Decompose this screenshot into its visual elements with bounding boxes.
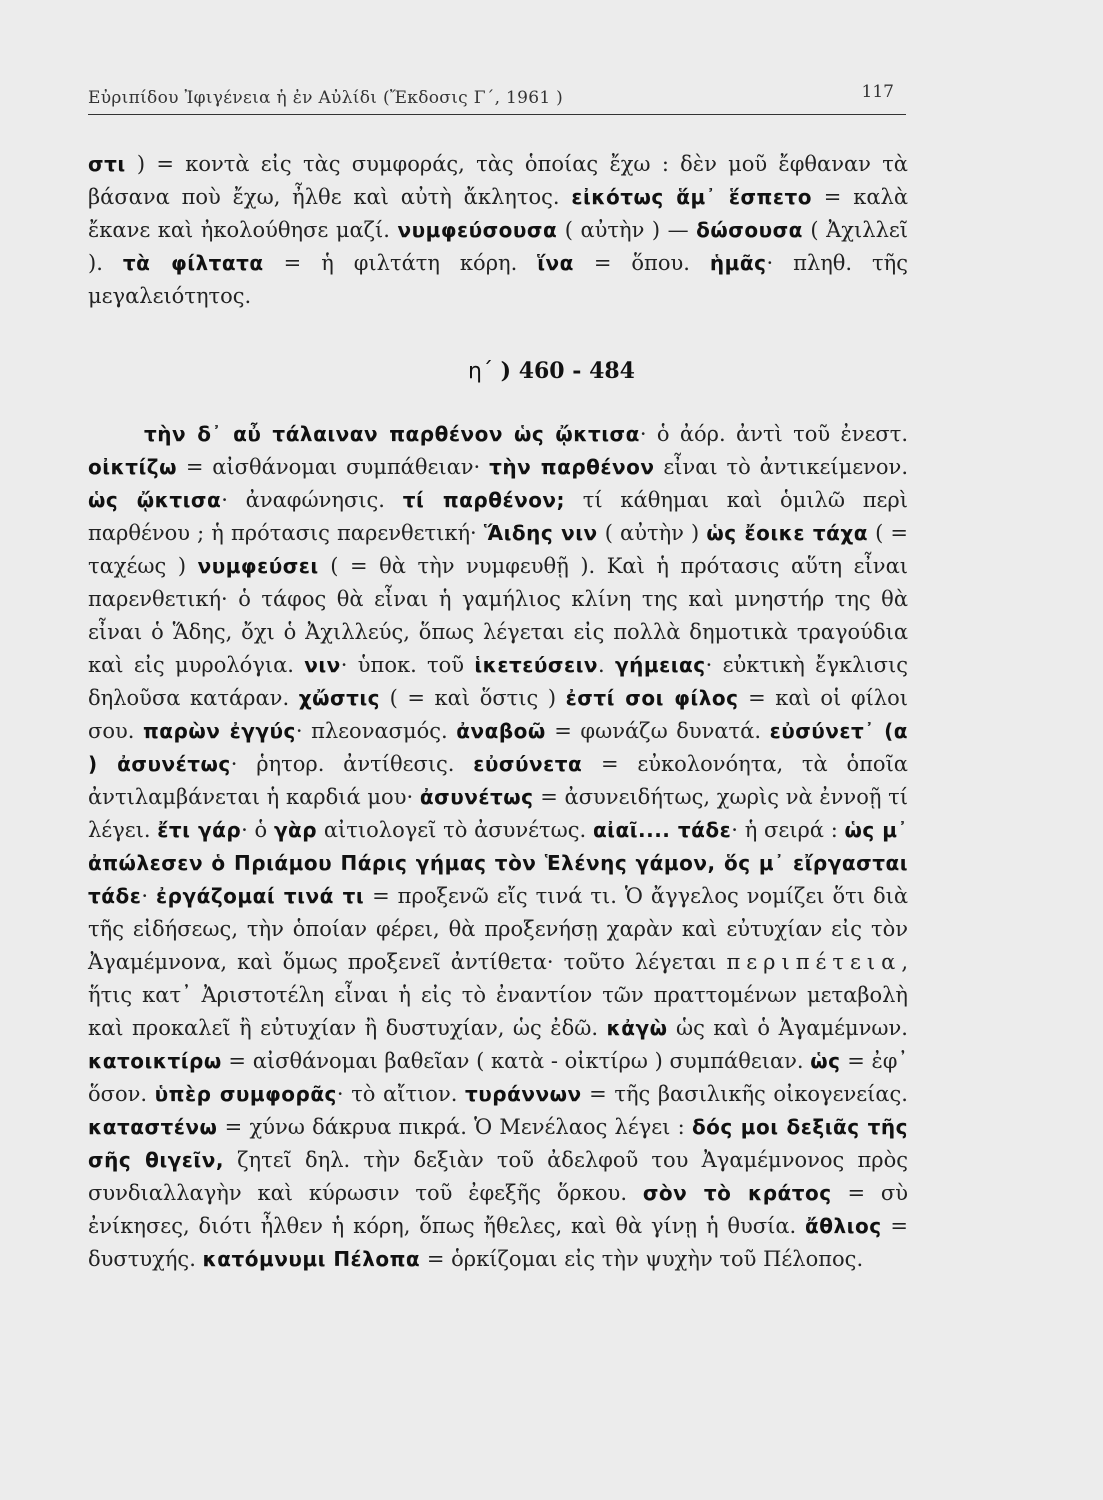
paragraph-1 [88,148,908,313]
gloss: = ἐφ᾽ ὅσον. [88,1049,908,1106]
gloss: εἶναι τὸ ἀντικείμενον. [654,455,908,479]
lemma: εἰκότως ἅμ᾽ ἕσπετο [571,185,813,209]
gloss: = αἰσθάνομαι συμπάθειαν· [177,455,490,479]
lemma: νυμφεύσει [197,554,319,578]
lemma: ἀναβοῶ [456,719,546,743]
gloss: = εὐκολονόητα, τὰ ὁποῖα ἀντιλαμβάνεται ἡ καρδιά μου· [88,752,908,809]
gloss: ( = ταχέως ) [88,521,909,578]
section-range: ) 460 - 484 [500,358,635,384]
lemma: κατόμνυμι Πέλοπα [202,1247,421,1271]
lemma: ἱκετεύσειν [474,653,599,677]
lemma: ἔτι γάρ [157,818,242,842]
gloss: = τῆς βασιλικῆς οἰκογενείας. [581,1082,908,1106]
gloss: · πλεονασμός. [295,719,457,743]
paragraph-2 [88,418,908,1276]
gloss: = προξενῶ εἴς τινά τι. Ὁ ἄγγελος νομίζει ὅτι διὰ τῆς εἰδήσεως, τὴν ὁποίαν φέρει, θὰ προξενήσῃ χαρὰν καὶ εὐτυχίαν εἰς τὸν Ἀγαμέμνονα, καὶ ὅμως προξενεῖ ἀντίθετα· τοῦτο λέγεται [88,884,909,974]
lemma: καταστένω [88,1115,218,1139]
gloss: . [598,653,615,677]
lemma: ὑπὲρ συμφορᾶς [154,1082,337,1106]
lemma: ὡς [810,1049,841,1073]
gloss: · [141,884,157,908]
lemma: ἀσυνέτως [419,785,534,809]
gloss: · ἀναφώνησις. [221,488,403,512]
gloss: · πληθ. τῆς μεγαλειότητος. [88,251,909,308]
lemma: νιν [304,653,341,677]
lemma: χὤστις [298,686,380,710]
gloss: · ὁ [241,818,274,842]
lemma: εὐσύνετα [473,752,583,776]
gloss: = ἡ φιλτάτη κόρη. [263,251,538,275]
lemma: τυράννων [465,1082,582,1106]
gloss: · ῥητορ. ἀντίθεσις. [230,752,474,776]
gloss: = δυστυχής. [88,1214,908,1271]
gloss: · ἡ σειρά : [731,818,845,842]
lemma: ἡμᾶς [709,251,767,275]
gloss: ( = θὰ τὴν νυμφευθῇ ). Καὶ ἡ πρότασις αὕτη εἶναι παρενθετική· ὁ τάφος θὰ εἶναι ἡ γαμήλιος κλίνη της καὶ μνηστήρ της θὰ εἶναι ὁ Ἅδης, ὄχι ὁ Ἀχιλλεύς, ὅπως λέγεται εἰς πολλὰ δημοτικὰ τραγούδια καὶ εἰς μυρολόγια. [88,554,908,677]
spaced-term: περιπέτεια [726,950,902,974]
lemma: ὡς μ᾽ ἀπώλεσεν ὁ Πριάμου Πάρις γήμας τὸν Ἑλένης γάμον, ὅς μ᾽ εἴργασται τάδε [88,818,908,908]
gloss: αἰτιολογεῖ τὸ ἀσυνέτως. [317,818,593,842]
gloss: τί κάθημαι καὶ ὁμιλῶ περὶ παρθένου ; ἡ πρότασις παρενθετική· [88,488,908,545]
gloss: · ὑποκ. τοῦ [340,653,475,677]
gloss: = καὶ οἱ φίλοι σου. [88,686,908,743]
gloss: · ὁ ἀόρ. ἀντὶ τοῦ ἐνεστ. [639,422,908,446]
lemma: παρὼν ἐγγύς [142,719,296,743]
running-title: Εὐριπίδου Ἰφιγένεια ἡ ἐν Αὐλίδι (Ἔκδοσις Γ΄, 1961 ) [88,88,564,108]
gloss: ζητεῖ δηλ. τὴν δεξιὰν τοῦ ἀδελφοῦ του Ἀγαμέμνονος πρὸς συνδιαλλαγὴν καὶ κύρωσιν τοῦ ἐφεξῆς ὅρκου. [88,1148,908,1205]
lemma: κατοικτίρω [88,1049,222,1073]
lemma: ὡς ἔοικε τάχα [706,521,869,545]
lemma: ἵνα [537,251,574,275]
gloss: = αἰσθάνομαι βαθεῖαν ( κατὰ - οἰκτίρω ) συμπάθειαν. [221,1049,811,1073]
lemma: σὸν τὸ κράτος [642,1181,832,1205]
gloss: = καλὰ ἔκανε καὶ ἠκολούθησε μαζί. [88,185,908,242]
gloss: · τὸ αἴτιον. [336,1082,465,1106]
lemma: δώσουσα [696,218,803,242]
gloss: = ὅπου. [573,251,710,275]
lemma: γὰρ [273,818,318,842]
lemma: στι [88,152,126,176]
lemma: ἄθλιος [805,1214,882,1238]
lemma: τὴν παρθένον [489,455,655,479]
gloss: · εὐκτικὴ ἔγκλισις δηλοῦσα κατάραν. [88,653,908,710]
lemma: γήμειας [615,653,706,677]
section-letter: η΄ [468,359,493,384]
gloss: , ἥτις κατ᾽ Ἀριστοτέλη εἶναι ἡ εἰς τὸ ἐναντίον τῶν πραττομένων μεταβολὴ καὶ προκαλεῖ ἢ εὐτυχίαν ἢ δυστυχίαν, ὡς ἐδῶ. [88,950,908,1040]
lemma: Ἅιδης νιν [483,521,598,545]
gloss: ( αὐτὴν ) [597,521,707,545]
lemma: νυμφεύσουσα [397,218,558,242]
lemma: κἀγὼ [606,1016,668,1040]
lemma: τὰ φίλτατα [122,251,264,275]
gloss: ( Ἀχιλλεῖ ). [88,218,908,275]
gloss: ) = κοντὰ εἰς τὰς συμφοράς, τὰς ὁποίας ἔχω : δὲν μοῦ ἔφθαναν τὰ βάσανα ποὺ ἔχω, ἦλθε καὶ αὐτὴ ἄκλητος. [88,152,908,209]
page-number: 117 [861,82,894,102]
lemma: δός μοι δεξιᾶς τῆς σῆς θιγεῖν, [88,1115,908,1172]
gloss: = χύνω δάκρυα πικρά. Ὁ Μενέλαος λέγει : [217,1115,692,1139]
lemma: εὐσύνετ᾽ (α ) ἀσυνέτως [88,719,908,776]
running-header [88,82,906,115]
gloss: ὡς καὶ ὁ Ἀγαμέμνων. [667,1016,908,1040]
lemma: οἰκτίζω [88,455,177,479]
gloss: = φωνάζω δυνατά. [545,719,770,743]
gloss: = σὺ ἐνίκησες, διότι ἦλθεν ἡ κόρη, ὅπως ἤθελες, καὶ θὰ γίνῃ ἡ θυσία. [88,1181,908,1238]
lemma: τί παρθένον; [402,488,566,512]
gloss: = ὁρκίζομαι εἰς τὴν ψυχὴν τοῦ Πέλοπος. [420,1247,864,1271]
lemma: ἐστί σοι φίλος [565,686,739,710]
lemma: αἰαῖ.... τάδε [592,818,732,842]
gloss: = ἀσυνειδήτως, χωρὶς νὰ ἐννοῇ τί λέγει. [88,785,908,842]
lemma: τὴν δ᾽ αὖ τάλαιναν παρθένον ὡς ᾤκτισα [144,422,640,446]
lemma: ὡς ᾤκτισα [88,488,222,512]
gloss: ( αὐτὴν ) — [557,218,697,242]
gloss: ( = καὶ ὅστις ) [380,686,566,710]
lemma: ἐργάζομαί τινά τι [156,884,365,908]
section-heading [0,358,1103,384]
